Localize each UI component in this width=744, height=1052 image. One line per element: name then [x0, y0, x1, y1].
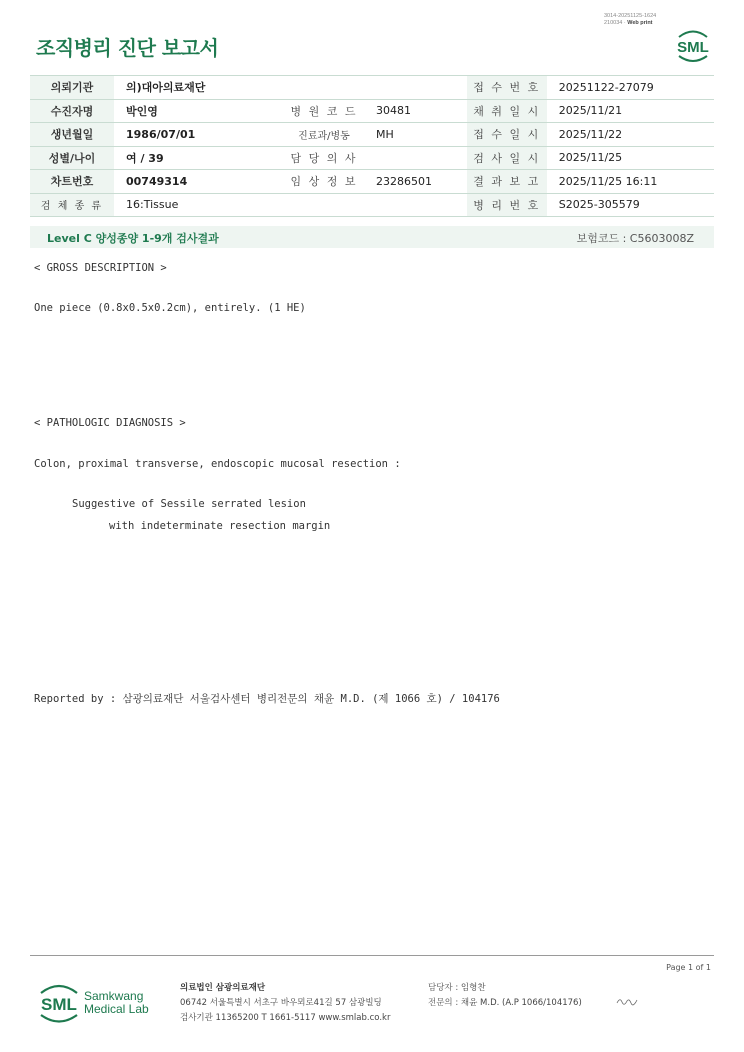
clinical-info-value: 23286501	[364, 170, 467, 194]
logo-top-text: SML	[677, 39, 709, 56]
diagnosis-heading: < PATHOLOGIC DIAGNOSIS >	[34, 417, 186, 429]
reported-by: Reported by : 삼광의료재단 서울검사센터 병리전문의 채윤 M.D. (제 1066 호) / 104176	[34, 693, 500, 705]
receipt-no-label: 접 수 번 호	[467, 76, 547, 100]
collection-date-label: 채 취 일 시	[467, 99, 547, 123]
logo-footer-mark: SML	[41, 995, 77, 1014]
institution-label: 의뢰기관	[30, 76, 114, 100]
info-row	[30, 193, 714, 217]
patient-name-label: 수진자명	[30, 99, 114, 123]
department-label: 진료과/병동	[284, 123, 364, 147]
footer-divider	[30, 955, 714, 956]
logo-line1: Samkwang	[84, 989, 144, 1003]
logo-line2: Medical Lab	[84, 1002, 149, 1016]
report-date-label: 결 과 보 고	[467, 170, 547, 194]
footer-org-info	[180, 981, 390, 1026]
hospital-code-value: 30481	[364, 99, 467, 123]
sml-logo-icon	[673, 28, 713, 64]
signature-icon	[616, 995, 638, 1007]
org-name: 의료법인 삼광의료재단	[180, 983, 266, 993]
diagnosis-site: Colon, proximal transverse, endoscopic mucosal resection :	[34, 458, 401, 470]
birth-date-value: 1986/07/01	[114, 123, 284, 147]
patient-info-table	[30, 75, 714, 217]
staff-line: 담당자 : 임형찬	[428, 983, 486, 993]
doctor-value	[364, 146, 467, 170]
specialist-line: 전문의 : 채윤 M.D. (A.P 1066/104176)	[428, 998, 582, 1008]
org-contact: 검사기관 11365200 T 1661-5117 www.smlab.co.kr	[180, 1013, 391, 1023]
sml-logo-footer-icon	[36, 980, 82, 1026]
birth-date-label: 생년월일	[30, 123, 114, 147]
specialist-name: 채윤 M.D. (A.P 1066/104176)	[460, 998, 582, 1008]
specimen-label: 검 체 종 류	[30, 193, 114, 217]
page-number: Page 1 of 1	[666, 963, 711, 972]
receipt-date-value: 2025/11/22	[547, 123, 714, 147]
collection-date-value: 2025/11/21	[547, 99, 714, 123]
info-row	[30, 146, 714, 170]
document-id	[604, 13, 656, 27]
diagnosis-line2: with indeterminate resection margin	[109, 520, 331, 532]
info-row	[30, 170, 714, 194]
info-row	[30, 99, 714, 123]
page-title: 조직병리 진단 보고서	[36, 36, 219, 60]
gross-text: One piece (0.8x0.5x0.2cm), entirely. (1 HE)	[34, 302, 306, 314]
exam-date-label: 검 사 일 시	[467, 146, 547, 170]
document-id-line2: 210034 · Web print	[604, 20, 653, 26]
patient-name-value: 박인영	[114, 99, 284, 123]
department-value: MH	[364, 123, 467, 147]
document-id-line1: 3014-20251125-1624	[604, 13, 657, 19]
result-bar	[30, 226, 714, 248]
chart-no-value: 00749314	[114, 170, 284, 194]
org-address: 06742 서울특별시 서초구 바우뫼로41길 57 삼광빌딩	[180, 998, 382, 1008]
info-row	[30, 76, 714, 100]
web-print-label: Web print	[627, 20, 653, 26]
sex-age-label: 성별/나이	[30, 146, 114, 170]
pathology-no-value: S2025-305579	[547, 193, 714, 217]
specimen-value: 16:Tissue	[114, 193, 467, 217]
staff-name: 임형찬	[460, 983, 486, 993]
report-date-value: 2025/11/25 16:11	[547, 170, 714, 194]
hospital-code-label: 병 원 코 드	[284, 99, 364, 123]
exam-date-value: 2025/11/25	[547, 146, 714, 170]
chart-no-label: 차트번호	[30, 170, 114, 194]
info-row	[30, 123, 714, 147]
result-title: Level C 양성종양 1-9개 검사결과	[47, 232, 219, 245]
pathology-no-label: 병 리 번 호	[467, 193, 547, 217]
footer-staff-info	[428, 981, 582, 1011]
diagnosis-line1: Suggestive of Sessile serrated lesion	[72, 498, 306, 510]
receipt-no-value: 20251122-27079	[547, 76, 714, 100]
insurance-code: 보험코드 : C5603008Z	[576, 232, 694, 245]
receipt-date-label: 접 수 일 시	[467, 123, 547, 147]
institution-value: 의)대아의료재단	[114, 76, 467, 100]
sex-age-value: 여 / 39	[114, 146, 284, 170]
footer-logo	[36, 980, 156, 1026]
doctor-label: 담 당 의 사	[284, 146, 364, 170]
clinical-info-label: 임 상 정 보	[284, 170, 364, 194]
gross-heading: < GROSS DESCRIPTION >	[34, 262, 167, 274]
